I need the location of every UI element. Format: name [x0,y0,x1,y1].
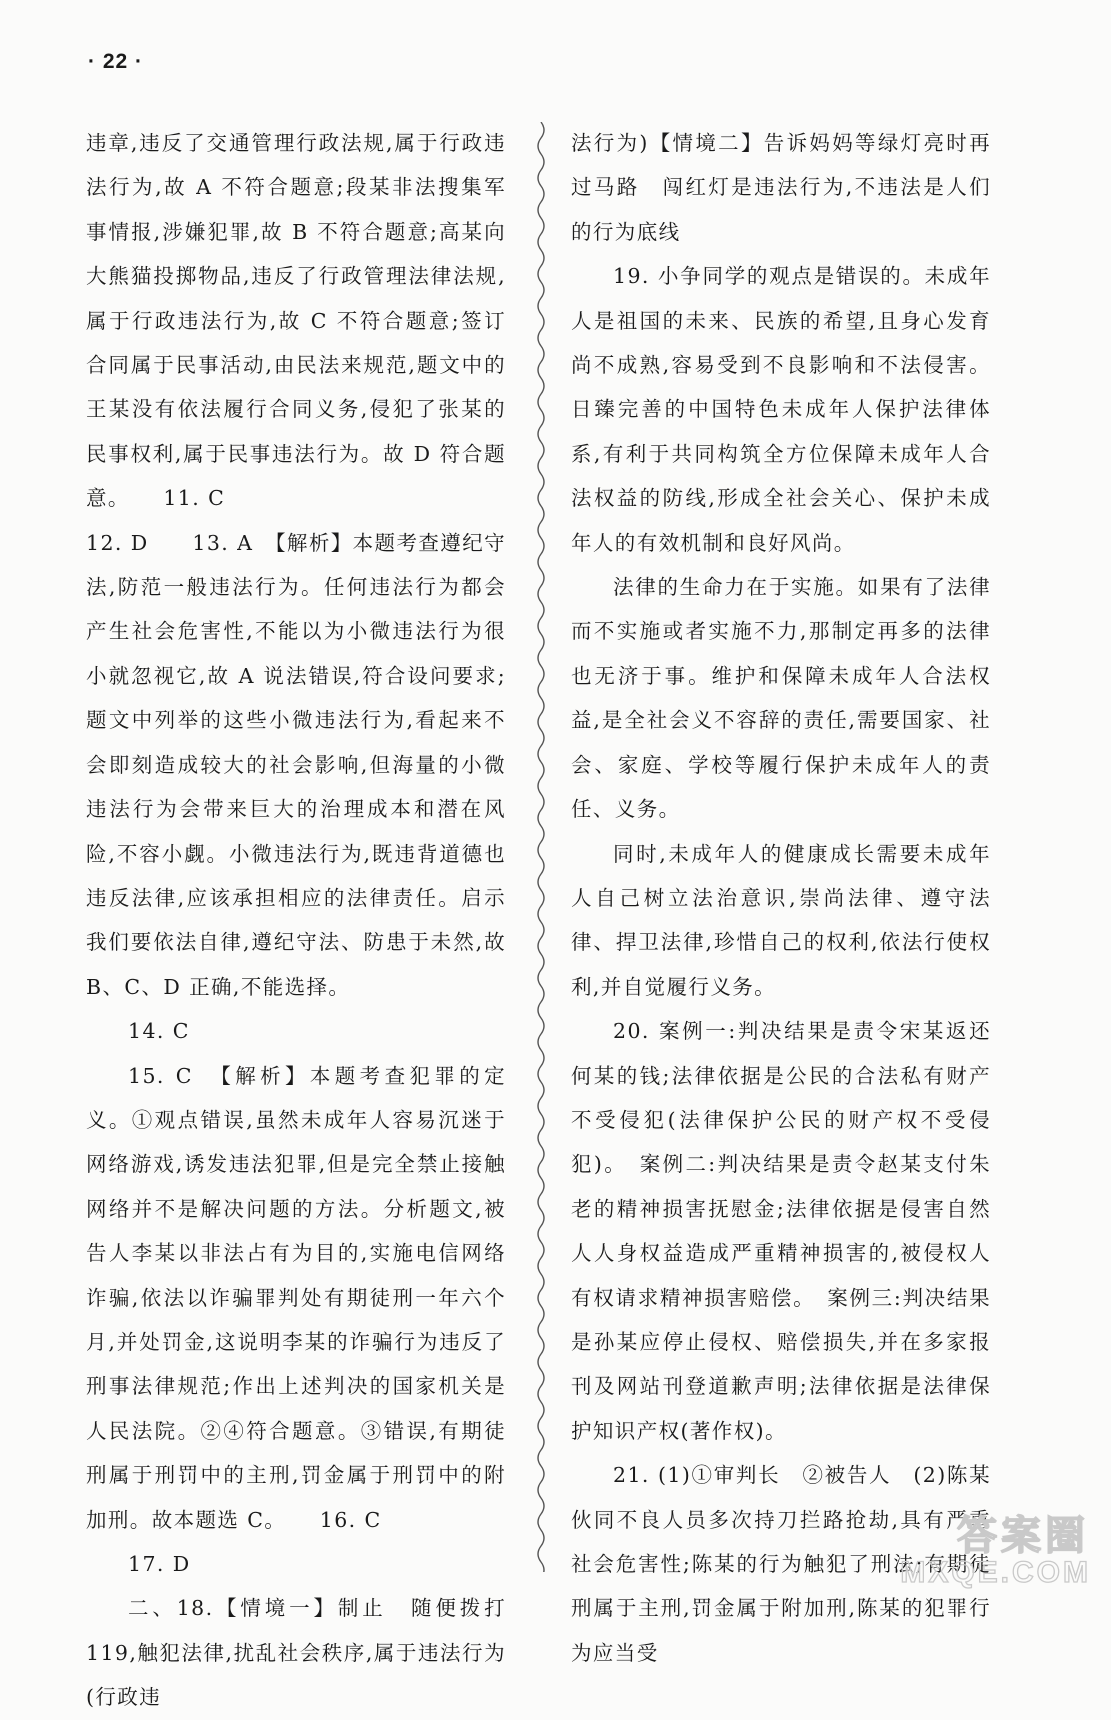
answer-paragraph: 15. C 【解析】本题考查犯罪的定义。①观点错误,虽然未成年人容易沉迷于网络游戏,诱发违法犯罪,但是完全禁止接触网络并不是解决问题的方法。分析题文,被告人李某以非法占有为目的,实施电信网络诈骗,依法以诈骗罪判处有期徒刑一年六个月,并处罚金,这说明李某的诈骗行为违反了刑事法律规范;作出上述判决的国家机关是人民法院。②④符合题意。③错误,有期徒刑属于刑罚中的主刑,罚金属于刑罚中的附加刑。故本题选 C。 16. C [86,1063,506,1532]
answer-paragraph: 14. C [128,1019,190,1044]
answer-paragraph: 法行为)【情境二】告诉妈妈等绿灯亮时再过马路 闯红灯是违法行为,不违法是人们的行为底线 [571,131,991,244]
answer-paragraph: 违章,违反了交通管理行政法规,属于行政违法行为,故 A 不符合题意;段某非法搜集军事情报,涉嫌犯罪,故 B 不符合题意;高某向大熊猫投掷物品,违反了行政管理法律法规,属于行政违法行为,故 C 不符合题意;签订合同属于民事活动,由民法来规范,题文中的王某没有依法履行合同义务,侵犯了张某的民事权利,属于民事违法行为。故 D 符合题意。 11. C [86,131,506,511]
answer-paragraph: 20. 案例一:判决结果是责令宋某返还何某的钱;法律依据是公民的合法私有财产不受侵犯(法律保护公民的财产权不受侵犯)。 案例二:判决结果是责令赵某支付朱老的精神损害抚慰金;法律依据是侵害自然人人身权益造成严重精神损害的,被侵权人有权请求精神损害赔偿。 案例三:判决结果是孙某应停止侵权、赔偿损失,并在多家报刊及网站刊登道歉声明;法律依据是法律保护知识产权(著作权)。 [571,1019,991,1443]
page-number: · 22 · [88,50,144,73]
answer-paragraph: 二、18.【情境一】制止 随便拨打 119,触犯法律,扰乱社会秩序,属于违法行为(行政违 [86,1596,506,1710]
answer-paragraph: 17. D [128,1552,191,1576]
right-column [571,121,991,1675]
answer-paragraph: 21. (1)①审判长 ②被告人 (2)陈某伙同不良人员多次持刀拦路抢劫,具有严重社会危害性;陈某的行为触犯了刑法;有期徒刑属于主刑,罚金属于附加刑,陈某的犯罪行为应当受 [571,1463,991,1665]
watermark-url: MXQE.COM [900,1556,1091,1589]
wavy-column-divider [533,122,549,1572]
answer-paragraph: 同时,未成年人的健康成长需要未成年人自己树立法治意识,崇尚法律、遵守法律、捍卫法律,珍惜自己的权利,依法行使权利,并自觉履行义务。 [571,841,991,999]
left-column [86,121,506,1720]
answer-paragraph: 12. D 13. A 【解析】本题考查遵纪守法,防范一般违法行为。任何违法行为都会产生社会危害性,不能以为小微违法行为很小就忽视它,故 A 说法错误,符合设问要求;题文中列举的这些小微违法行为,看起来不会即刻造成较大的社会影响,但海量的小微违法行为会带来巨大的治理成本和潜在风险,不容小觑。小微违法行为,既违背道德也违反法律,应该承担相应的法律责任。启示我们要依法自律,遵纪守法、防患于未然,故 B、C、D 正确,不能选择。 [86,530,506,999]
answer-paragraph: 19. 小争同学的观点是错误的。未成年人是祖国的未来、民族的希望,且身心发育尚不成熟,容易受到不良影响和不法侵害。日臻完善的中国特色未成年人保护法律体系,有利于共同构筑全方位保障未成年人合法权益的防线,形成全社会关心、保护未成年人的有效机制和良好风尚。 [571,264,991,555]
watermark-title: 答案圈 [957,1513,1089,1559]
answer-paragraph: 法律的生命力在于实施。如果有了法律而不实施或者实施不力,那制定再多的法律也无济于事。维护和保障未成年人合法权益,是全社会义不容辞的责任,需要国家、社会、家庭、学校等履行保护未成年人的责任、义务。 [571,575,991,822]
watermark-logo [900,1504,1097,1594]
